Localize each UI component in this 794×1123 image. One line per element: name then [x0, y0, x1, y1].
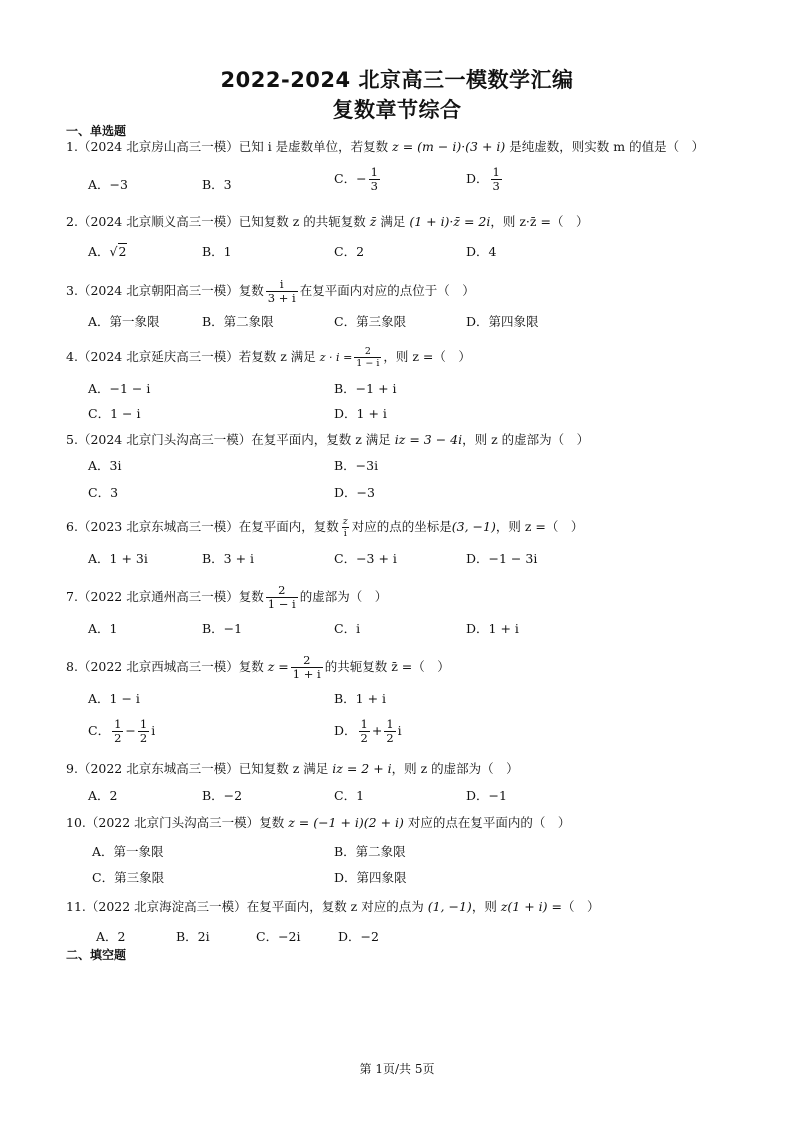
option-b: B．−3i [334, 458, 379, 473]
question-number: 2. [66, 214, 78, 229]
option-c: C．第三象限 [334, 314, 407, 329]
option-label: C． [88, 723, 111, 738]
fraction: $\frac{1}{3}$ [492, 165, 500, 193]
question-math: iz = 3 − 4i [394, 432, 463, 447]
fraction: $\frac{1}{2}$ [139, 717, 148, 745]
question-text: 已知复数 z 满足 [238, 761, 329, 776]
fraction: $\frac{2}{1 - i}$ [356, 346, 380, 369]
question-text: 已知复数 z 的共轭复数 [238, 214, 366, 229]
option-b: B．1 + i [334, 691, 387, 706]
question-text: 对应的点在复平面内的（ ） [407, 815, 571, 830]
question-text: ，则 z =（ ） [495, 519, 584, 534]
question-text: 若复数 z 满足 [238, 349, 316, 364]
question-2: 2.（2024 北京顺义高三一模）已知复数 z 的共轭复数 z̄ 满足 (1 + i)·z̄ = 2i，则 z·z̄ =（ ） [66, 214, 589, 229]
question-text: ，则 z·z̄ =（ ） [490, 214, 589, 229]
fraction: $\frac{2}{1 - i}$ [267, 583, 296, 611]
question-text: 复数 [238, 283, 264, 298]
question-9 [66, 760, 746, 778]
section-single-choice: 一、单选题 [66, 124, 127, 138]
question-number: 7. [66, 589, 78, 604]
question-text: 在复平面内，复数 [238, 519, 339, 534]
question-number: 3. [66, 283, 78, 298]
option-c: C．i [334, 621, 361, 636]
question-number: 1. [66, 139, 78, 154]
question-text: 的共轭复数 z̄ =（ ） [324, 659, 450, 674]
question-5 [66, 431, 746, 449]
option-label: D． [334, 723, 357, 738]
option-b: B．−2 [202, 788, 243, 803]
option-d: D．4 [466, 244, 497, 259]
option-b: B．−1 + i [334, 381, 397, 396]
question-text: 复数 [238, 589, 264, 604]
option-c: C．−2i [256, 929, 301, 944]
page-footer: 第 1页/共 5页 [359, 1062, 435, 1076]
question-number: 6. [66, 519, 78, 534]
option-d: D．第四象限 [334, 870, 407, 885]
question-text: 复数 [259, 815, 285, 830]
question-4: 4.（2024 北京延庆高三一模）若复数 z 满足 z · i = $\frac{2}{1 - i}$ ，则 z =（ ） [66, 346, 471, 369]
question-10 [66, 814, 746, 832]
option-d: D．−1 − 3i [466, 551, 538, 566]
option-b: B．1 [202, 244, 232, 259]
question-8: 8.（2022 北京西城高三一模）复数 z = $\frac{2}{1 + i}$ 的共轭复数 z̄ =（ ） [66, 653, 450, 681]
question-math: z = (−1 + i)(2 + i) [288, 815, 404, 830]
question-math: z(1 + i) = [500, 899, 562, 914]
section-fill-in: 二、填空题 [66, 948, 127, 962]
option-label: D． [466, 171, 489, 186]
option-a: A．3i [88, 458, 122, 473]
option-c: C．1 [334, 788, 365, 803]
option-c: C．2 [334, 244, 365, 259]
question-text: 复数 [238, 659, 264, 674]
option-c: C．−3 + i [334, 551, 397, 566]
question-3 [66, 278, 746, 305]
question-6 [66, 516, 746, 539]
option-a: A．−3 [88, 177, 128, 192]
question-number: 8. [66, 659, 78, 674]
option-a: A．第一象限 [88, 314, 160, 329]
option-c: C．第三象限 [92, 870, 165, 885]
fraction: $\frac{i}{3 + i}$ [267, 277, 296, 305]
option-a: A．√2 [88, 244, 127, 259]
option-a: A．1 − i [88, 691, 140, 706]
question-number: 9. [66, 761, 78, 776]
option-a: A．第一象限 [92, 844, 164, 859]
fraction: $\frac{1}{2}$ [114, 717, 122, 745]
option-d: D．−3 [334, 485, 375, 500]
option-c: C． $\frac{1}{2}$ − $\frac{1}{2}$ i [88, 717, 156, 745]
question-text: ，则 [471, 899, 497, 914]
question-math: z = (m − i)·(3 + i) [392, 139, 506, 154]
option-b: B．−1 [202, 621, 243, 636]
option-b: B．2i [176, 929, 210, 944]
option-c: C．1 − i [88, 406, 141, 421]
option-a: A．2 [88, 788, 118, 803]
question-source: （2023 北京东城高三一模） [77, 519, 239, 534]
question-number: 5. [66, 432, 78, 447]
option-d: D．1 + i [334, 406, 387, 421]
question-text: ，则 z 的虚部为（ ） [462, 432, 590, 447]
option-d: D．−1 [466, 788, 507, 803]
option-d: D．1 + i [466, 621, 519, 636]
page-subtitle: 复数章节综合 [332, 98, 462, 122]
question-text: 在复平面内对应的点位于（ ） [299, 283, 475, 298]
option-d: D．第四象限 [466, 314, 539, 329]
option-b: B．3 + i [202, 551, 255, 566]
question-text: 在复平面内，复数 z 对应的点为 [246, 899, 424, 914]
question-math: iz = 2 + i [332, 761, 392, 776]
option-c: C．3 [88, 485, 119, 500]
question-source: （2024 北京门头沟高三一模） [77, 432, 252, 447]
question-text: 对应的点的坐标是 [351, 519, 452, 534]
question-number: 4. [66, 349, 78, 364]
question-text: 在复平面内，复数 z 满足 [251, 432, 391, 447]
question-number: 10. [66, 815, 86, 830]
option-b: B．第二象限 [334, 844, 406, 859]
option-label: C． [334, 171, 357, 186]
question-source: （2024 北京朝阳高三一模） [77, 283, 239, 298]
question-text: ，则 z 的虚部为（ ） [391, 761, 519, 776]
question-source: （2024 北京房山高三一模） [77, 139, 239, 154]
option-a: A．1 [88, 621, 118, 636]
question-source: （2022 北京西城高三一模） [77, 659, 239, 674]
question-text: （ ） [561, 899, 600, 914]
question-text: 是纯虚数，则实数 m 的值是（ ） [509, 139, 705, 154]
question-math: (1, −1) [427, 899, 472, 914]
fraction: $\frac{1}{2}$ [360, 717, 368, 745]
question-text: ，则 z =（ ） [383, 349, 471, 364]
option-d: D． $\frac{1}{2}$ + $\frac{1}{2}$ i [334, 717, 402, 745]
page-title: 2022-2024 北京高三一模数学汇编 [220, 68, 574, 92]
option-a: A．−1 − i [88, 381, 151, 396]
question-text: 已知 i 是虚数单位，若复数 [238, 139, 389, 154]
question-7 [66, 584, 746, 611]
option-b: B．3 [202, 177, 232, 192]
option-d: D．−2 [338, 929, 379, 944]
fraction: $\frac{1}{3}$ [370, 165, 378, 193]
fraction: $\frac{z}{i}$ [342, 516, 348, 539]
question-1 [66, 138, 746, 156]
fraction: $\frac{1}{2}$ [386, 717, 394, 745]
question-math: (1 + i)·z̄ = 2i [409, 214, 491, 229]
question-source: （2022 北京海淀高三一模） [85, 899, 247, 914]
option-a: A．2 [96, 929, 126, 944]
question-math: (3, −1) [451, 519, 496, 534]
question-source: （2022 北京通州高三一模） [77, 589, 239, 604]
option-a: A．1 + 3i [88, 551, 148, 566]
question-source: （2024 北京顺义高三一模） [77, 214, 239, 229]
question-source: （2022 北京东城高三一模） [77, 761, 239, 776]
question-source: （2022 北京门头沟高三一模） [85, 815, 260, 830]
question-11 [66, 898, 746, 916]
question-source: （2024 北京延庆高三一模） [77, 349, 239, 364]
option-b: B．第二象限 [202, 314, 274, 329]
option-label: A． [88, 244, 110, 259]
option-c: C．− $\frac{1}{3}$ [334, 165, 378, 193]
fraction: $\frac{2}{1 + i}$ [292, 653, 321, 681]
option-d [466, 166, 504, 193]
question-number: 11. [66, 899, 86, 914]
question-text: 的虚部为（ ） [299, 589, 388, 604]
